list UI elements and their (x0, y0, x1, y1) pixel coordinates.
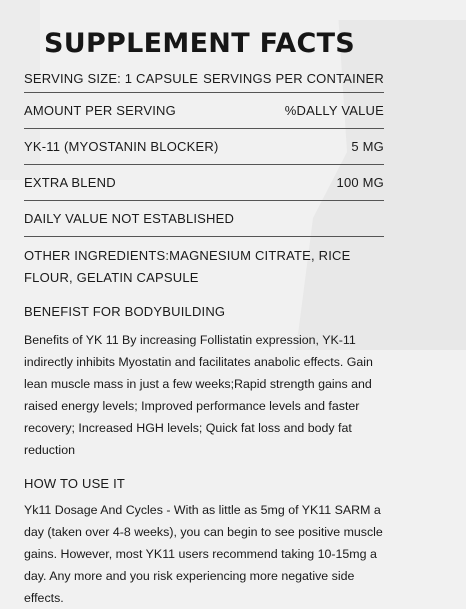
amount-per-serving-row (24, 93, 384, 129)
daily-value-label: %DALLY VALUE (284, 103, 384, 118)
serving-size-label: SERVING SIZE: 1 CAPSULE (24, 70, 199, 86)
howto-text: Yk11 Dosage And Cycles - With as little as 5mg of YK11 SARM a day (taken over 4-8 weeks), you can begin to see positive muscle gains. However, most YK11 users recommend taking 10-15mg a day. Any more and you risk experiencing more negative side effects. (24, 503, 383, 605)
amount-per-serving-label: AMOUNT PER SERVING (24, 103, 176, 118)
page-title: SUPPLEMENT FACTS (44, 28, 356, 59)
ingredient-amount: 5 MG (351, 139, 384, 154)
other-ingredients: OTHER INGREDIENTS:MAGNESIUM CITRATE, RICE FLOUR, GELATIN CAPSULE (24, 248, 351, 285)
ingredient-name: EXTRA BLEND (24, 175, 116, 190)
serving-size-row (24, 62, 384, 93)
ingredient-row-extra-blend (24, 165, 384, 201)
daily-value-note-row (24, 201, 384, 237)
howto-heading: HOW TO USE IT (24, 476, 126, 491)
daily-value-note: DAILY VALUE NOT ESTABLISHED (24, 211, 235, 226)
benefits-heading: BENEFIST FOR BODYBUILDING (24, 304, 226, 319)
servings-per-container-label: SERVINGS PER CONTAINER (203, 70, 384, 86)
ingredient-row-yk11 (24, 129, 384, 165)
ingredient-name: YK-11 (MYOSTANIN BLOCKER) (24, 139, 219, 154)
benefits-text: Benefits of YK 11 By increasing Follistatin expression, YK-11 indirectly inhibits Myostatin and facilitates anabolic effects. Gain lean muscle mass in just a few weeks;Rapid strength gains and raised energy levels; Improved performance levels and faster recovery; Increased HGH levels; Quick fat loss and body fat reduction (24, 333, 373, 457)
ingredient-amount: 100 MG (336, 175, 384, 190)
